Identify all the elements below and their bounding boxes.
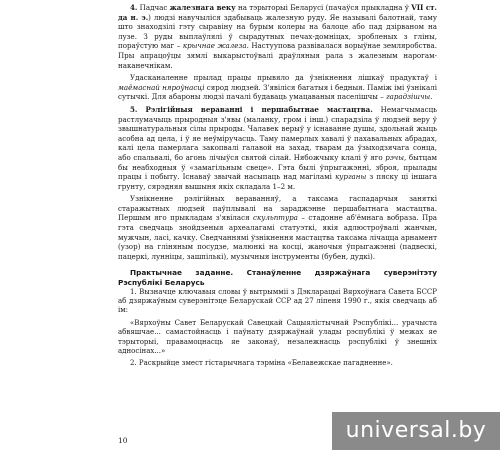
term-bloomery-iron: крычнае жалеза bbox=[182, 41, 247, 51]
term-sculpture: скульптура bbox=[253, 213, 298, 223]
task-quote: «Вярхоўны Савет Беларускай Савецкай Сацыялістычнай Рэспублікі... урачыста абвяшчае... самастойнасць і паўнату дзяржаўнай улады рэспублікі ў межах яе тэрыторыі, правамоцнасць яе законаў, незалежнасць рэспублікі ў знешніх адносінах...» bbox=[118, 318, 437, 356]
task-item-2: 2. Раскрыйце змест гістарычнага тэрміна «Белавежскае пагадненне». bbox=[130, 359, 393, 368]
paragraph-art: Узнікненне рэлігійных вераванняў, а таксама гаспадарчыя заняткі старажытных людзей паўплывалі на зараджэнне першабытнага мастацтва. Першым яго прыкладам з'явілася скульптура – стадонне аб'ёмнага вобраза. Пра гэта сведчаць знойдзеныя археалагамі статуэткі, якія адлюстроўвалі жанчын, мужчын, ласі, качку. Сведчаннямі ўзнікнення мастацтва таксама лічацца арнамент (узор) на гліняным посудзе, малюнкі на косці, жаночыя ўпрыгажэнні (падвескі, пацеркі, лунніцы, зашпількі), музычныя інструменты (бубен, дудкі). bbox=[118, 194, 437, 261]
task-item-1: 1. Вызначце ключавыя словы ў вытрымміі з Дэкларацыі Вярхоўнага Савета БССР аб дзяржаўным суверэнітэце Беларускай ССР ад 27 ліпеня 1990 г., якія сведчаць аб ім: bbox=[118, 287, 437, 315]
paragraph-number: 4. bbox=[130, 3, 138, 12]
practical-task-title: Практычнае заданне. Станаўленне дзяржаўнага суверэнітэту Рэспублікі Беларусь bbox=[118, 268, 437, 288]
term-things: рэчы bbox=[385, 152, 404, 162]
term-hillforts: гарадзішчы bbox=[386, 92, 431, 102]
watermark-logo: universal.by bbox=[332, 412, 500, 450]
paragraph-religion: 5. Рэлігійныя вераванні і першабытнае мастацтва. Немагчымасць растлумачыць прыродныя з'явы (маланку, гром і інш.) спарадзіла ў людзей веру ў звышнатуральныя сілы прыроды. Чалавек верыў у існаванне душы, здольнай жыць асобна ад цела, і ў яе неўміручасць. Таму памерлых хавалі ў пахавальных абрадах, калі цела памерлага закопвалі галавой на захад, тварам да ўзыходзячага сонца, або спальвалі, бо агонь лічыўся святой сілай. Нябожчыку клалі ў яго рэчы, бытцам бы неабходныя ў «замагільным свеце». Гэта былі ўпрыгажэнні, зброя, прылады працы і побыту. Існаваў звычай насыпаць над магіламі курганы з пяску ці іншага грунту, сярэдняя вышыня якіх складала 1–2 м. bbox=[118, 104, 437, 191]
paragraph-tools: Удасканаленне прылад працы прывяло да ўзнікнення лішкаў прадуктаў і маёмаснай няроўнасці сярод людзей. З'явіліся багатыя і бедныя. Паміж імі ўзнікалі сутычкі. Для абароны людзі пачалі будаваць умацаваныя паселішчы – гарадзішчы. bbox=[118, 73, 437, 102]
page-number: 10 bbox=[118, 436, 128, 445]
section-title-religion: 5. Рэлігійныя вераванні і першабытнае мастацтва. bbox=[130, 104, 373, 114]
term-kurgans: курганы bbox=[335, 172, 367, 182]
term-century: VII ст. да н. э. bbox=[118, 3, 438, 22]
paragraph-iron-age: 4. Падчас жалезнага веку на тэрыторыі Беларусі (пачаўся прыкладна ў VII ст. да н. э.) людзі навучыліся здабываць жалезную руду. Яе называлі балотнай, таму што знаходзілі гэту сыравіну на бурым колеры на балоце або пад дзірваном на лузе. З руды выплаўлялі ў сырадутных печах-домніцах, зробленых з гліны, пораўстую маг – крычнае жалеза. Настуупова развівалася ворыўнае земляробства. Пры апрацоўцы зямлі выкарыстоўвалі драўляныя рала з жалезным нарогам-наканечнікам. bbox=[118, 3, 438, 70]
term-property-inequality: маёмаснай няроўнасці bbox=[118, 82, 205, 92]
term-iron-age: жалезнага веку bbox=[169, 3, 236, 12]
